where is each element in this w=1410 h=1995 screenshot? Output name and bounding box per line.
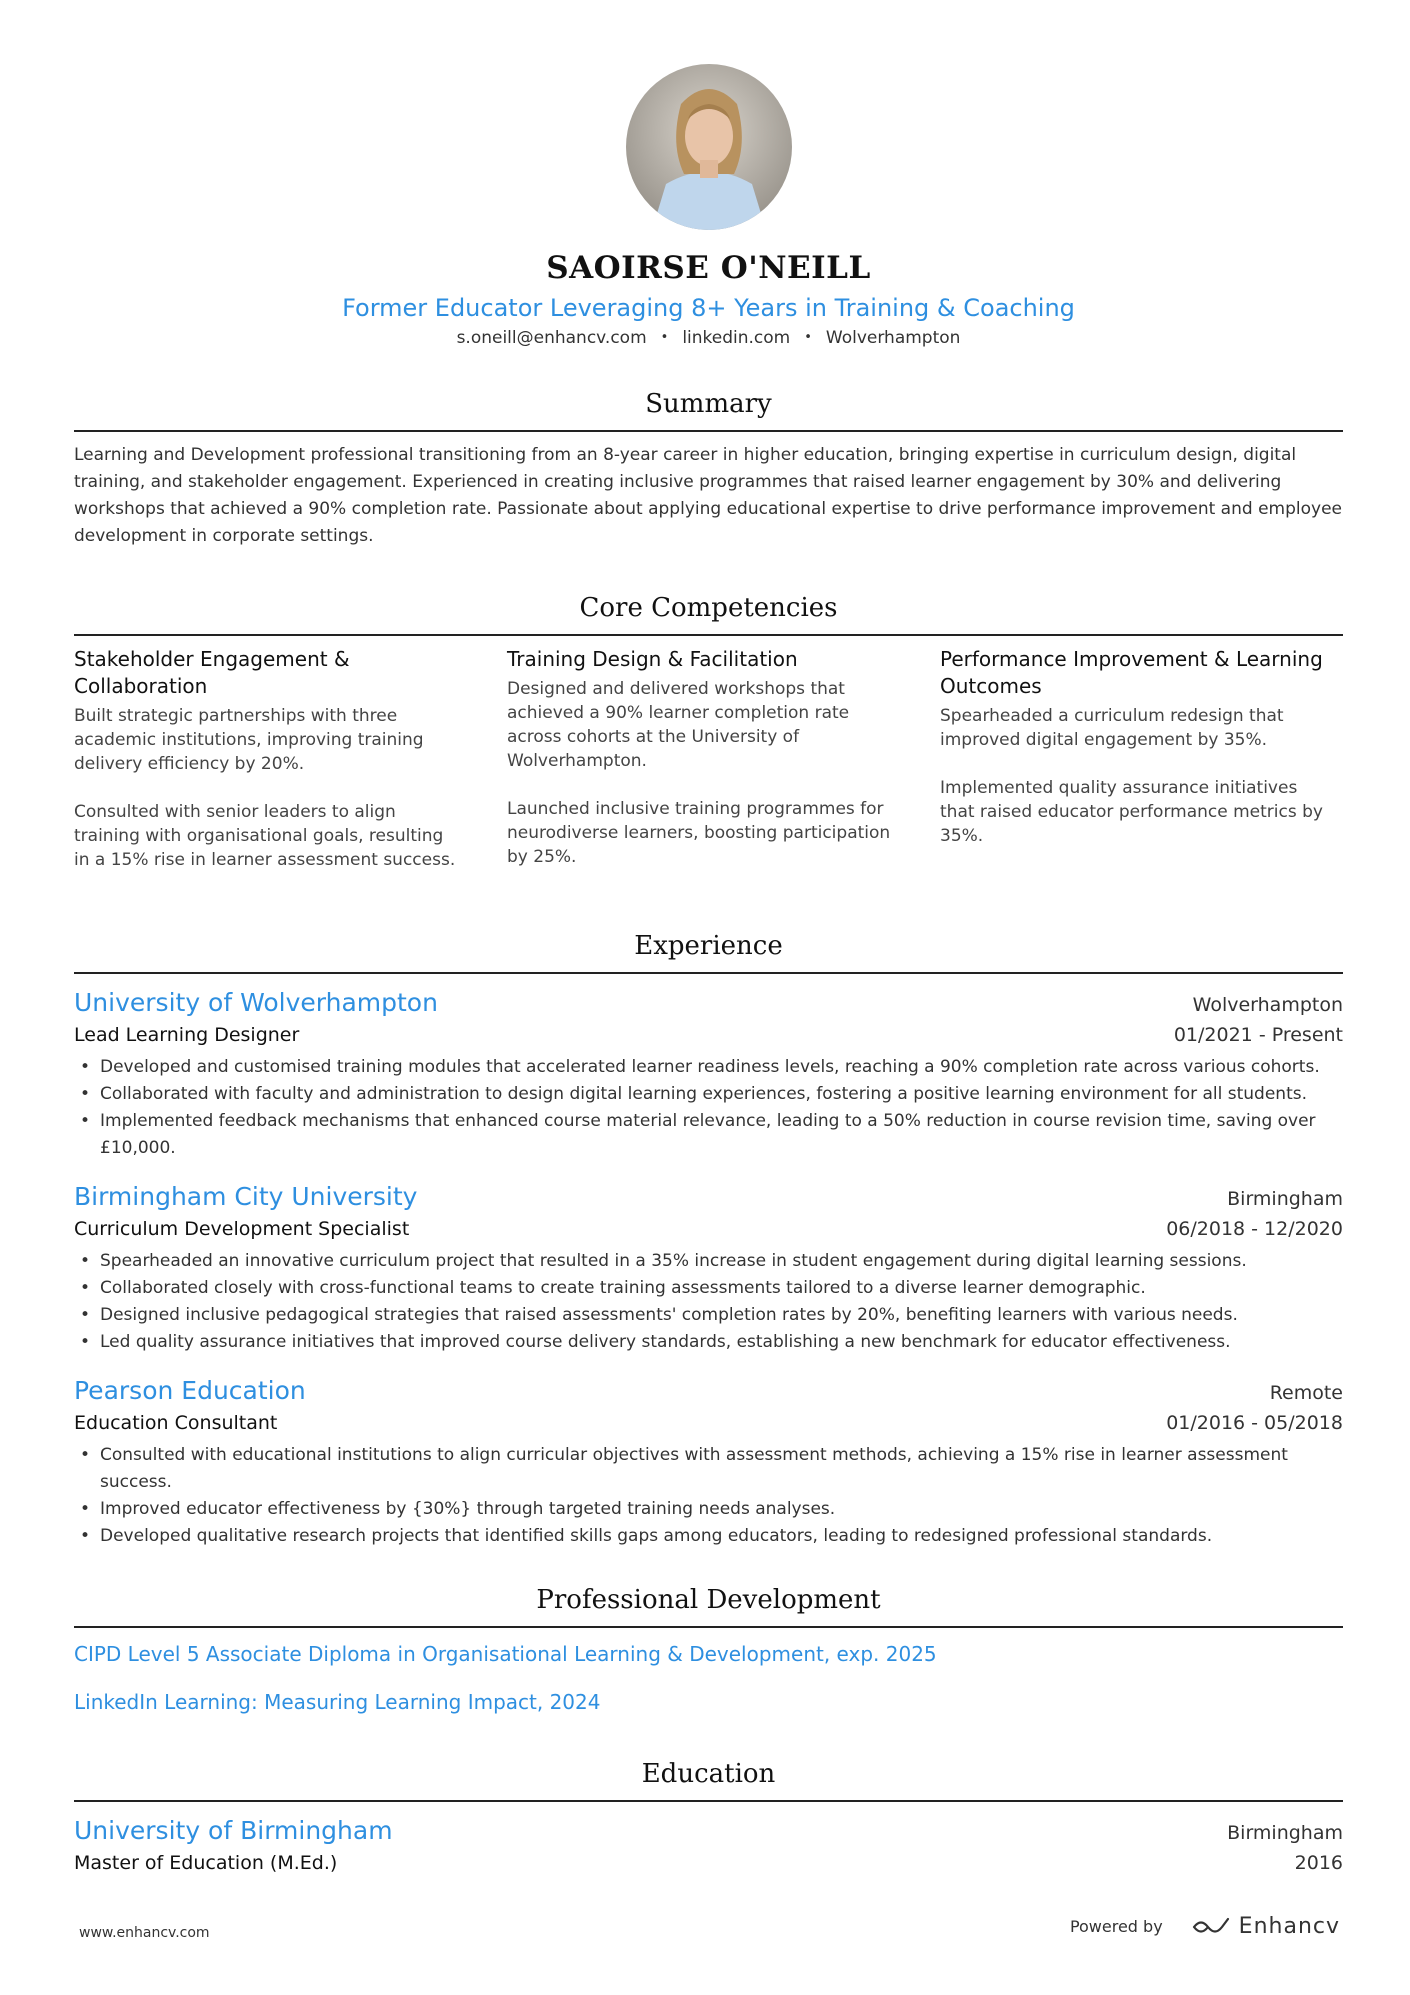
education-entry	[74, 1814, 1343, 1878]
contact-separator: •	[804, 330, 812, 345]
job-bullet: • Designed inclusive pedagogical strategies that raised assessments' completion rates by 20%, benefiting learners with various needs.	[74, 1302, 1343, 1329]
job-bullet: • Collaborated with faculty and administration to design digital learning experiences, fostering a positive learning environment for all students.	[74, 1081, 1343, 1108]
footer-website[interactable]: www.enhancv.com	[79, 1925, 210, 1941]
education-section	[74, 1756, 1343, 1878]
job-role: Curriculum Development Specialist	[74, 1218, 410, 1240]
avatar-photo	[626, 64, 792, 230]
job-entry	[74, 986, 1343, 1162]
competency-item	[940, 646, 1343, 896]
summary-section	[74, 386, 1343, 550]
job-dates: 01/2016 - 05/2018	[1166, 1412, 1343, 1434]
competencies-grid	[74, 646, 1343, 896]
competency-description: Spearheaded a curriculum redesign that improved digital engagement by 35%.	[940, 706, 1284, 750]
competency-title: Training Design & Facilitation	[507, 647, 798, 671]
job-bullets	[74, 1248, 1343, 1356]
job-bullet: • Spearheaded an innovative curriculum project that resulted in a 35% increase in student engagement during digital learning sessions.	[74, 1248, 1343, 1275]
resume-page	[74, 0, 1343, 1878]
competencies-section	[74, 590, 1343, 896]
contact-email[interactable]: s.oneill@enhancv.com	[456, 328, 647, 348]
contact-separator: •	[660, 330, 669, 345]
competency-title: Performance Improvement & Learning Outcomes	[940, 647, 1323, 698]
job-company[interactable]: Birmingham City University	[74, 1182, 418, 1211]
education-location: Birmingham	[1227, 1822, 1343, 1844]
job-bullets	[74, 1442, 1343, 1550]
job-company[interactable]: Pearson Education	[74, 1376, 306, 1405]
job-bullet: • Developed qualitative research projects that identified skills gaps among educators, leading to redesigned professional standards.	[74, 1523, 1343, 1550]
competency-item	[74, 646, 477, 896]
job-role: Education Consultant	[74, 1412, 278, 1434]
professional-development-title: Professional Development	[74, 1582, 1343, 1628]
enhancv-logo-icon	[1191, 1916, 1231, 1938]
competencies-title: Core Competencies	[74, 590, 1343, 636]
competency-description: Launched inclusive training programmes for neurodiverse learners, boosting participation by 25%.	[507, 799, 891, 867]
contact-linkedin[interactable]: linkedin.com	[682, 328, 791, 348]
contact-location: Wolverhampton	[825, 328, 961, 348]
experience-title: Experience	[74, 928, 1343, 974]
education-title: Education	[74, 1756, 1343, 1802]
professional-development-item[interactable]: LinkedIn Learning: Measuring Learning Impact, 2024	[74, 1690, 601, 1714]
job-bullet: • Improved educator effectiveness by {30%} through targeted training needs analyses.	[74, 1496, 1343, 1523]
job-bullet: • Consulted with educational institutions to align curricular objectives with assessment methods, achieving a 15% rise in learner assessment success.	[74, 1442, 1343, 1496]
contact-info	[74, 326, 1343, 350]
job-location: Remote	[1269, 1382, 1343, 1404]
job-bullet: • Led quality assurance initiatives that improved course delivery standards, establishing a new benchmark for educator effectiveness.	[74, 1329, 1343, 1356]
job-bullet: • Developed and customised training modules that accelerated learner readiness levels, reaching a 90% completion rate across various cohorts.	[74, 1054, 1343, 1081]
education-school[interactable]: University of Birmingham	[74, 1816, 393, 1845]
summary-text: Learning and Development professional transitioning from an 8-year career in higher education, bringing expertise in curriculum design, digital training, and stakeholder engagement. Experienced in creating inclusive programmes that raised learner engagement by 30% and delivering workshops that achieved a 90% completion rate. Passionate about applying educational expertise to drive performance improvement and employee development in corporate settings.	[74, 445, 1342, 546]
job-dates: 01/2021 - Present	[1173, 1024, 1343, 1046]
avatar	[626, 64, 792, 230]
brand-logo[interactable]	[1191, 1914, 1340, 1939]
job-location: Birmingham	[1227, 1188, 1343, 1210]
job-location: Wolverhampton	[1192, 994, 1343, 1016]
professional-development-item[interactable]: CIPD Level 5 Associate Diploma in Organisational Learning & Development, exp. 2025	[74, 1642, 937, 1666]
candidate-name: SAOIRSE O'NEILL	[546, 250, 871, 286]
competency-description: Built strategic partnerships with three academic institutions, improving training delivery efficiency by 20%.	[74, 706, 424, 774]
education-degree: Master of Education (M.Ed.)	[74, 1852, 338, 1874]
competency-description: Designed and delivered workshops that achieved a 90% learner completion rate across cohorts at the University of Wolverhampton.	[507, 679, 850, 771]
competency-description: Consulted with senior leaders to align training with organisational goals, resulting in a 15% rise in learner assessment success.	[74, 802, 456, 870]
job-role: Lead Learning Designer	[74, 1024, 300, 1046]
competency-description: Implemented quality assurance initiatives that raised educator performance metrics by 35%.	[940, 778, 1323, 846]
job-bullet: • Collaborated closely with cross-functional teams to create training assessments tailored to a diverse learner demographic.	[74, 1275, 1343, 1302]
job-dates: 06/2018 - 12/2020	[1166, 1218, 1343, 1240]
footer-branding	[1070, 1914, 1340, 1939]
summary-title: Summary	[74, 386, 1343, 432]
experience-section	[74, 928, 1343, 1550]
resume-header	[74, 0, 1343, 350]
job-entry	[74, 1180, 1343, 1356]
powered-by-label: Powered by	[1069, 1917, 1163, 1936]
brand-name: Enhancv	[1238, 1914, 1340, 1939]
job-company[interactable]: University of Wolverhampton	[74, 988, 438, 1017]
education-year: 2016	[1294, 1852, 1343, 1874]
professional-development-section	[74, 1582, 1343, 1716]
job-bullets	[74, 1054, 1343, 1162]
competency-item	[507, 646, 910, 896]
competency-title: Stakeholder Engagement & Collaboration	[74, 647, 350, 698]
job-entry	[74, 1374, 1343, 1550]
candidate-headline: Former Educator Leveraging 8+ Years in Training & Coaching	[342, 294, 1075, 322]
job-bullet: • Implemented feedback mechanisms that enhanced course material relevance, leading to a 50% reduction in course revision time, saving over £10,000.	[74, 1108, 1343, 1162]
